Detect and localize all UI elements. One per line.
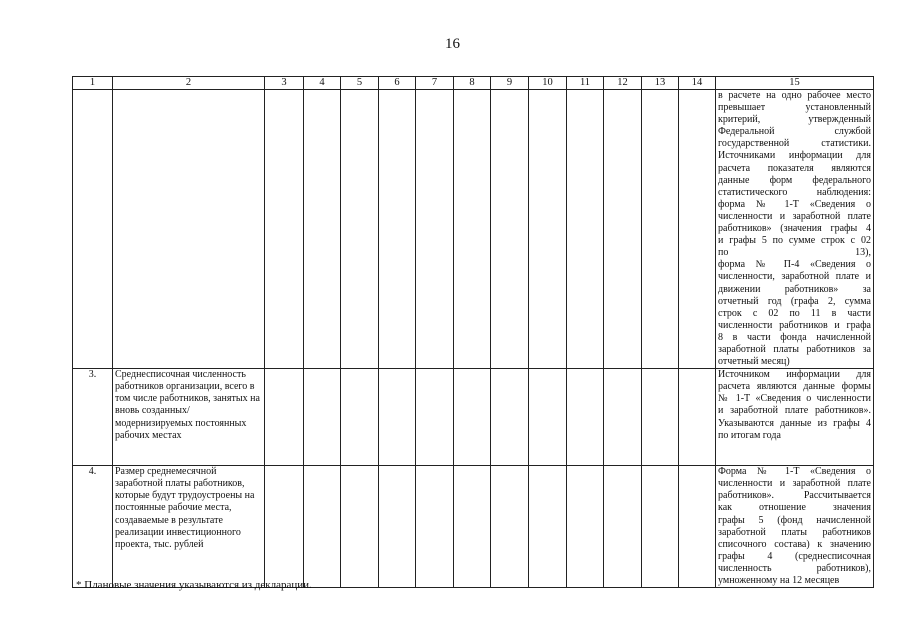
note-line: данные форм федерального	[718, 174, 871, 186]
note-line: Указываются данные из графы 4	[718, 417, 871, 429]
footnote: * Плановые значения указываются из декларации.	[76, 579, 312, 591]
note-line: отчетный год (графа 2, сумма	[718, 295, 871, 307]
note-line: списочного состава) к значению	[718, 538, 871, 550]
column-header: 11	[567, 77, 604, 90]
column-header: 3	[265, 77, 304, 90]
note-line: работников». Рассчитывается	[718, 490, 871, 502]
note-line: Источником информации для	[718, 369, 871, 381]
note-line: форма № 1-Т «Сведения о	[718, 198, 871, 210]
value-cell	[642, 369, 679, 466]
value-cell	[379, 466, 416, 588]
information-source-note	[716, 369, 874, 466]
note-line: в расчете на одно рабочее место	[718, 90, 871, 101]
value-cell	[304, 90, 341, 369]
note-line: № 1-Т «Сведения о численности	[718, 393, 871, 405]
column-header: 15	[716, 77, 874, 90]
column-header: 10	[529, 77, 567, 90]
note-line: численности, заработной плате и	[718, 271, 871, 283]
value-cell	[454, 90, 491, 369]
note-line: умноженному на 12 месяцев	[718, 575, 840, 586]
value-cell	[567, 90, 604, 369]
note-line: превышает установленный	[718, 102, 871, 114]
note-line: Источниками информации для	[718, 150, 871, 162]
value-cell	[529, 90, 567, 369]
note-line: государственной статистики.	[718, 138, 871, 150]
note-line: заработной платы работников за	[718, 343, 871, 355]
note-line: по итогам года	[718, 429, 781, 441]
note-line: и графы 5 по сумме строк с 02	[718, 235, 871, 247]
note-line: расчета показателя являются	[718, 162, 871, 174]
value-cell	[341, 90, 379, 369]
note-line: как отношение значения	[718, 502, 871, 514]
note-line: расчета являются данные формы	[718, 381, 871, 393]
column-header: 5	[341, 77, 379, 90]
indicator-name: Среднесписочная численность работников организации, всего в том числе работников, занятых на вновь созданных/ модернизируемых постоянных рабочих местах	[113, 369, 265, 466]
note-line: статистического наблюдения:	[718, 186, 871, 198]
value-cell	[416, 369, 454, 466]
information-source-note	[716, 466, 874, 588]
column-header: 4	[304, 77, 341, 90]
column-header: 7	[416, 77, 454, 90]
value-cell	[265, 90, 304, 369]
note-line: численности и заработной плате	[718, 478, 871, 490]
value-cell	[491, 90, 529, 369]
value-cell	[491, 466, 529, 588]
page-number: 16	[445, 36, 460, 52]
note-line: по 13),	[718, 247, 871, 259]
value-cell	[341, 466, 379, 588]
table-row	[73, 369, 874, 466]
note-line: отчетный месяц)	[718, 356, 790, 368]
row-number: 3.	[73, 369, 113, 466]
value-cell	[454, 369, 491, 466]
column-header: 12	[604, 77, 642, 90]
row-number	[73, 90, 113, 369]
note-line: численности и заработной плате	[718, 210, 871, 222]
value-cell	[604, 466, 642, 588]
note-line: и заработной плате работников».	[718, 405, 871, 417]
column-header: 13	[642, 77, 679, 90]
note-line: строк с 02 по 11 в части	[718, 307, 871, 319]
value-cell	[379, 90, 416, 369]
indicator-name: Размер среднемесячной заработной платы работников, которые будут трудоустроены на постоянные рабочие места, создаваемые в результате реализации инвестиционного проекта, тыс. рублей	[113, 466, 265, 588]
value-cell	[679, 369, 716, 466]
note-line: графы 4 (среднесписочная	[718, 550, 871, 562]
column-header: 1	[73, 77, 113, 90]
note-line: численности работников и графа	[718, 319, 871, 331]
column-header: 8	[454, 77, 491, 90]
value-cell	[679, 466, 716, 588]
value-cell	[304, 466, 341, 588]
column-header: 6	[379, 77, 416, 90]
value-cell	[604, 90, 642, 369]
value-cell	[567, 369, 604, 466]
indicator-name	[113, 90, 265, 369]
column-header: 9	[491, 77, 529, 90]
note-line: критерий, утвержденный	[718, 114, 871, 126]
value-cell	[679, 90, 716, 369]
value-cell	[642, 466, 679, 588]
value-cell	[491, 369, 529, 466]
indicator-table	[72, 76, 874, 588]
value-cell	[529, 369, 567, 466]
note-line: форма № П-4 «Сведения о	[718, 259, 871, 271]
column-header: 2	[113, 77, 265, 90]
value-cell	[416, 466, 454, 588]
table-header-row	[73, 77, 874, 90]
value-cell	[304, 369, 341, 466]
note-line: заработной платы работников	[718, 526, 871, 538]
table-row	[73, 466, 874, 588]
value-cell	[454, 466, 491, 588]
value-cell	[416, 90, 454, 369]
note-line: 8 в части фонда начисленной	[718, 331, 871, 343]
value-cell	[567, 466, 604, 588]
value-cell	[379, 369, 416, 466]
note-line: работников» (значения графы 4	[718, 223, 871, 235]
row-number: 4.	[73, 466, 113, 588]
value-cell	[265, 466, 304, 588]
value-cell	[642, 90, 679, 369]
note-line: движении работников» за	[718, 283, 871, 295]
note-line: Федеральной службой	[718, 126, 871, 138]
value-cell	[341, 369, 379, 466]
table-row	[73, 90, 874, 369]
note-line: численность работников),	[718, 562, 871, 574]
information-source-note	[716, 90, 874, 369]
column-header: 14	[679, 77, 716, 90]
note-line: Форма № 1-Т «Сведения о	[718, 466, 871, 478]
note-line: графы 5 (фонд начисленной	[718, 514, 871, 526]
value-cell	[604, 369, 642, 466]
value-cell	[265, 369, 304, 466]
value-cell	[529, 466, 567, 588]
